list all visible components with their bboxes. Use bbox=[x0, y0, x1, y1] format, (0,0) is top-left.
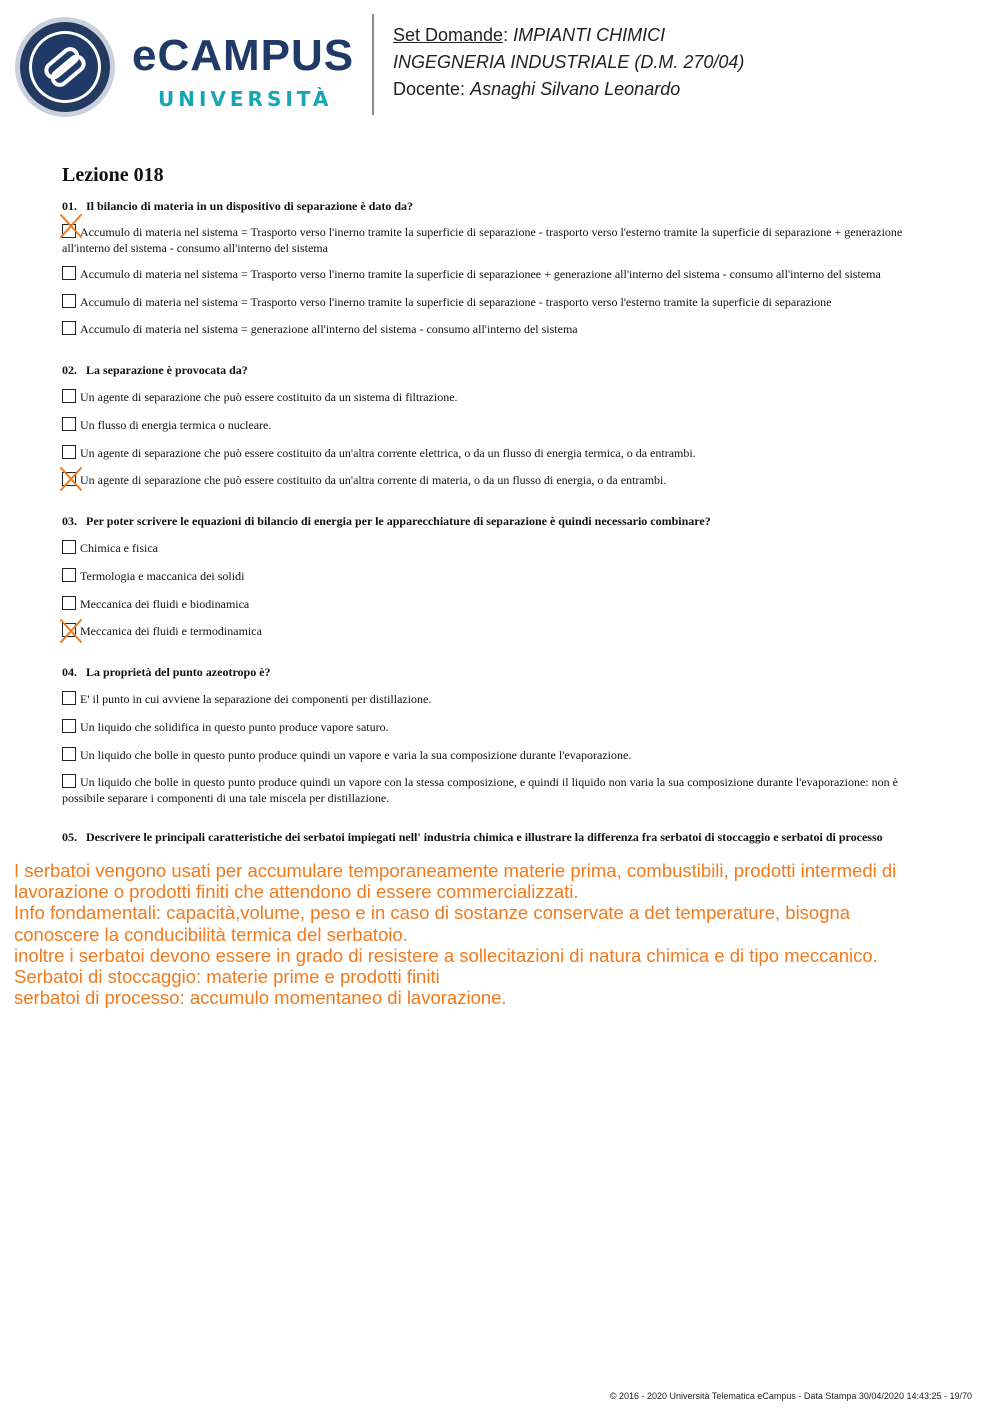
set-colon: : bbox=[503, 25, 514, 45]
checkbox[interactable] bbox=[62, 417, 76, 431]
question-text: La separazione è provocata da? bbox=[86, 363, 248, 377]
selected-answer-mark-icon bbox=[58, 213, 84, 239]
question-04 bbox=[62, 665, 271, 679]
set-line bbox=[393, 25, 665, 45]
header-divider bbox=[372, 14, 374, 115]
answer-line: serbatoi di processo: accumulo momentaneo di lavorazione. bbox=[14, 987, 507, 1009]
answer-line: Serbatoi di stoccaggio: materie prime e prodotti finiti bbox=[14, 966, 440, 988]
option-text: Accumulo di materia nel sistema = generazione all'interno del sistema - consumo all'interno del sistema bbox=[80, 322, 578, 336]
course-line bbox=[393, 52, 744, 72]
question-number: 03. bbox=[62, 514, 77, 528]
option-text: Meccanica dei fluidi e termodinamica bbox=[80, 624, 262, 638]
logo-text: eCAMPUS bbox=[132, 31, 355, 80]
option-04-d bbox=[62, 774, 942, 806]
page-footer: © 2016 - 2020 Università Telematica eCampus - Data Stampa 30/04/2020 14:43:25 - 19/70 bbox=[609, 1391, 972, 1401]
selected-answer-mark-icon bbox=[58, 618, 84, 644]
question-02 bbox=[62, 363, 248, 377]
set-label: Set Domande bbox=[393, 25, 504, 45]
checkbox[interactable] bbox=[62, 747, 76, 761]
course-name: INGEGNERIA INDUSTRIALE (D.M. 270/04) bbox=[393, 52, 745, 72]
question-number: 05. bbox=[62, 830, 77, 844]
option-text: Meccanica dei fluidi e biodinamica bbox=[80, 597, 250, 611]
checkbox[interactable] bbox=[62, 596, 76, 610]
option-text: Termologia e maccanica dei solidi bbox=[80, 569, 245, 583]
question-05 bbox=[62, 830, 883, 844]
question-03 bbox=[62, 514, 711, 528]
teacher-label: Docente: bbox=[393, 79, 466, 99]
question-number: 04. bbox=[62, 665, 77, 679]
option-text: Accumulo di materia nel sistema = Trasporto verso l'inerno tramite la superficie di separazione - trasporto verso l'esterno tramite la superficie di separazione bbox=[80, 295, 832, 309]
option-01-d bbox=[62, 321, 942, 337]
checkbox[interactable] bbox=[62, 719, 76, 733]
checkbox[interactable] bbox=[62, 266, 76, 280]
teacher-line bbox=[393, 79, 680, 99]
checkbox[interactable] bbox=[62, 294, 76, 308]
option-text: Un agente di separazione che può essere costituito da un'altra corrente di materia, o da un flusso di energia, o da entrambi. bbox=[80, 473, 667, 487]
option-text: Un liquido che bolle in questo punto produce quindi un vapore e varia la sua composizione durante l'evaporazione. bbox=[80, 748, 632, 762]
answer-line: lavorazione o prodotti finiti che attendono di essere commercializzati. bbox=[14, 881, 579, 903]
option-04-c bbox=[62, 747, 942, 763]
option-03-c bbox=[62, 596, 942, 612]
selected-answer-mark-icon bbox=[58, 466, 84, 492]
question-text: Descrivere le principali caratteristiche dei serbatoi impiegati nell' industria chimica e illustrare la differenza fra serbatoi di stoccaggio e serbatoi di processo bbox=[86, 830, 883, 844]
answer-line: inoltre i serbatoi devono essere in grado di resistere a sollecitazioni di natura chimica e di tipo meccanico. bbox=[14, 944, 878, 966]
option-01-c bbox=[62, 294, 942, 310]
question-number: 01. bbox=[62, 199, 77, 213]
question-text: La proprietà del punto azeotropo è? bbox=[86, 665, 271, 679]
checkbox[interactable] bbox=[62, 568, 76, 582]
option-text: Un agente di separazione che può essere costituito da un'altra corrente elettrica, o da un flusso di energia termica, o da entrambi. bbox=[80, 446, 696, 460]
checkbox[interactable] bbox=[62, 540, 76, 554]
answer-line: conoscere la conducibilità termica del serbatoio. bbox=[14, 923, 408, 945]
option-text: Un liquido che bolle in questo punto produce quindi un vapore con la stessa composizione, e quindi il liquido non varia la sua composizione durante l'evaporazione: non è possibile separare i componenti di una tale miscela per distillazione. bbox=[62, 775, 898, 805]
option-text: Un liquido che solidifica in questo punto produce vapore saturo. bbox=[80, 720, 389, 734]
checkbox[interactable] bbox=[62, 389, 76, 403]
option-text: Accumulo di materia nel sistema = Trasporto verso l'inerno tramite la superficie di separazione - trasporto verso l'esterno tramite la superficie di separazione + generazione all'interno del sistema - consumo all'interno del sistema bbox=[62, 225, 903, 255]
answer-line: I serbatoi vengono usati per accumulare temporaneamente materie prima, combustibili, prodotti intermedi di bbox=[14, 860, 897, 881]
checkbox[interactable] bbox=[62, 321, 76, 335]
option-03-a bbox=[62, 540, 942, 556]
question-01 bbox=[62, 199, 413, 213]
question-text: Per poter scrivere le equazioni di bilancio di energia per le apparecchiature di separazione è quindi necessario combinare? bbox=[86, 514, 711, 528]
question-number: 02. bbox=[62, 363, 77, 377]
checkbox[interactable] bbox=[62, 445, 76, 459]
teacher-name: Asnaghi Silvano Leonardo bbox=[470, 79, 681, 99]
option-text: Accumulo di materia nel sistema = Trasporto verso l'inerno tramite la superficie di separazionee + generazione all'interno del sistema - consumo all'interno del sistema bbox=[80, 267, 881, 281]
option-text: Chimica e fisica bbox=[80, 541, 158, 555]
logo-subtext: UNIVERSITÀ bbox=[158, 87, 333, 111]
option-03-b bbox=[62, 568, 942, 584]
option-02-a bbox=[62, 389, 942, 405]
option-01-b bbox=[62, 266, 942, 282]
option-text: Un flusso di energia termica o nucleare. bbox=[80, 418, 272, 432]
option-01-a bbox=[62, 224, 942, 256]
option-text: E' il punto in cui avviene la separazione dei componenti per distillazione. bbox=[80, 692, 432, 706]
answer-line: Info fondamentali: capacità,volume, peso e in caso di sostanze conservate a det temperature, bisogna bbox=[14, 902, 851, 924]
option-02-c bbox=[62, 445, 942, 461]
checkbox[interactable] bbox=[62, 691, 76, 705]
option-04-b bbox=[62, 719, 942, 735]
set-value: IMPIANTI CHIMICI bbox=[513, 25, 666, 45]
option-02-d bbox=[62, 472, 942, 488]
option-04-a bbox=[62, 691, 942, 707]
option-02-b bbox=[62, 417, 942, 433]
option-text: Un agente di separazione che può essere costituito da un sistema di filtrazione. bbox=[80, 390, 458, 404]
answer-annotation bbox=[14, 860, 989, 1008]
ecampus-emblem-icon bbox=[14, 16, 116, 118]
question-text: Il bilancio di materia in un dispositivo di separazione è dato da? bbox=[86, 199, 414, 213]
ecampus-wordmark bbox=[132, 31, 356, 114]
lesson-title: Lezione 018 bbox=[62, 164, 164, 186]
option-03-d bbox=[62, 623, 942, 639]
checkbox[interactable] bbox=[62, 774, 76, 788]
